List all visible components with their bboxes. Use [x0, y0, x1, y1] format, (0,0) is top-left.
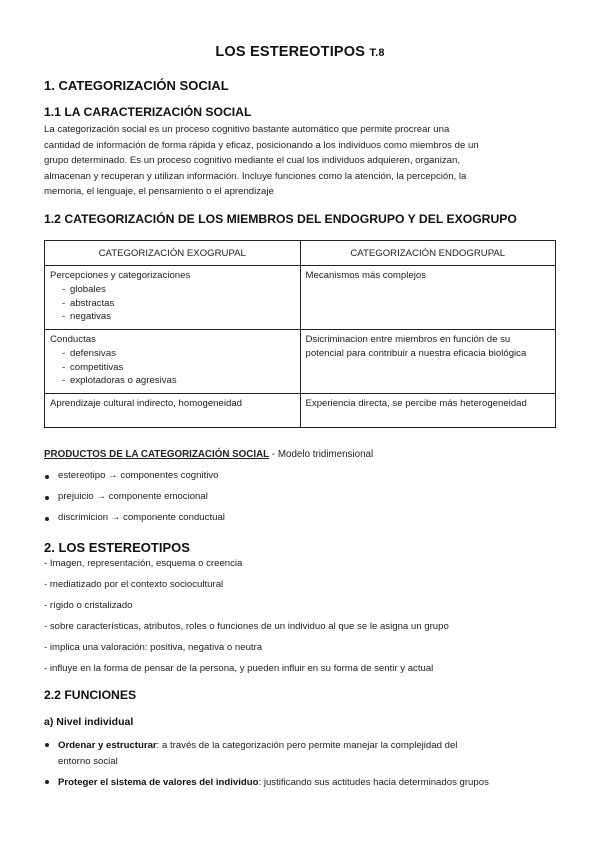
table-cell: Mecanismos más complejos	[300, 266, 556, 330]
cell-sublist	[50, 347, 295, 388]
table-row	[45, 266, 556, 330]
title-suffix: T.8	[369, 47, 385, 59]
subsection-1-2-heading: 1.2 CATEGORIZACIÓN DE LOS MIEMBROS DEL ENDOGRUPO Y DEL EXOGRUPO	[44, 212, 517, 226]
list-item: - abstractas	[50, 297, 295, 311]
list-item	[44, 491, 556, 512]
list-item-text: discrimicion → componente conductual	[58, 512, 225, 523]
subsection-1-1-paragraph	[44, 122, 556, 200]
stereotype-trait: - rígido o cristalizado	[44, 600, 133, 611]
function-description: : justificando sus actitudes hacia determinados grupos	[258, 777, 489, 789]
subsection-1-1-heading: 1.1 LA CARACTERIZACIÓN SOCIAL	[44, 105, 252, 119]
bullet-icon	[45, 496, 49, 500]
bullet-icon	[45, 743, 49, 747]
bullet-icon	[45, 475, 49, 479]
products-label: PRODUCTOS DE LA CATEGORIZACIÓN SOCIAL	[44, 449, 270, 460]
cell-title: Percepciones y categorizaciones	[50, 270, 191, 281]
list-item: - defensivas	[50, 347, 295, 361]
stereotype-trait: - influye en la forma de pensar de la persona, y pueden influir en su forma de sentir y actual	[44, 663, 434, 674]
list-item: - competitivas	[50, 361, 295, 375]
function-description-cont: entorno social	[58, 755, 118, 767]
paragraph-line: cantidad de información de forma rápida y eficaz, posicionando a los individuos como miembros de un	[44, 139, 479, 151]
stereotype-trait: - sobre características, atributos, roles o funciones de un individuo al que se le asigna un grupo	[44, 621, 449, 632]
section2-heading: 2. LOS ESTEREOTIPOS	[44, 540, 190, 555]
table-cell	[45, 266, 301, 330]
paragraph-line: La categorización social es un proceso cognitivo bastante automático que permite procrear una	[44, 124, 450, 135]
function-description: : a través de la categorización pero permite manejar la complejidad del	[156, 740, 458, 751]
table-cell	[45, 330, 301, 394]
functions-list	[44, 738, 556, 791]
stereotype-trait: - mediatizado por el contexto sociocultural	[44, 579, 224, 590]
list-item: - explotadoras o agresivas	[50, 374, 295, 388]
list-item: - globales	[50, 283, 295, 297]
paragraph-line: almacenan y recuperan y utilizan información. Incluye funciones como la atención, la percepción, la	[44, 170, 467, 182]
table-cell: Aprendizaje cultural indirecto, homogeneidad	[45, 394, 301, 428]
products-model: - Modelo tridimensional	[269, 449, 374, 460]
cell-sublist	[50, 283, 295, 324]
list-item	[44, 775, 556, 791]
title-main: LOS ESTEREOTIPOS	[215, 44, 366, 60]
list-item-text: estereotipo → componentes cognitivo	[58, 470, 219, 481]
function-term: Proteger el sistema de valores del individuo	[58, 777, 259, 789]
list-item: - negativas	[50, 310, 295, 324]
table-header-row	[45, 241, 556, 266]
list-item	[44, 512, 556, 533]
table-cell: Experiencia directa, se percibe más heterogeneidad	[300, 394, 556, 428]
cell-title: Conductas	[50, 334, 96, 345]
paragraph-line: memoria, el lenguaje, el pensamiento o el aprendizaje	[44, 186, 274, 198]
subsection-2-2-heading: 2.2 FUNCIONES	[44, 688, 137, 702]
table-row	[45, 394, 556, 428]
bullet-icon	[45, 780, 49, 784]
products-line	[44, 449, 373, 460]
table-row	[45, 330, 556, 394]
list-item	[44, 738, 556, 769]
stereotype-trait: - Imagen, representación, esquema o creencia	[44, 558, 243, 569]
products-list	[44, 470, 556, 533]
stereotype-trait: - implica una valoración: positiva, negativa o neutra	[44, 642, 263, 653]
list-item	[44, 470, 556, 491]
categorization-table	[44, 240, 556, 428]
section1-heading: 1. CATEGORIZACIÓN SOCIAL	[44, 78, 229, 93]
table-header-endogrupal: CATEGORIZACIÓN ENDOGRUPAL	[300, 241, 556, 266]
level-heading: a) Nivel individual	[44, 716, 134, 728]
table-header-exogrupal: CATEGORIZACIÓN EXOGRUPAL	[45, 241, 301, 266]
list-item-text: prejuicio → componente emocional	[58, 491, 208, 502]
document-title	[0, 44, 600, 60]
bullet-icon	[45, 517, 49, 521]
table-cell: Dsicriminacion entre miembros en función de su potencial para contribuir a nuestra eficacia biológica	[300, 330, 556, 394]
function-term: Ordenar y estructurar	[58, 740, 157, 751]
paragraph-line: grupo determinado. Es un proceso cognitivo mediante el cual los individuos adquieren, organizan,	[44, 155, 460, 167]
